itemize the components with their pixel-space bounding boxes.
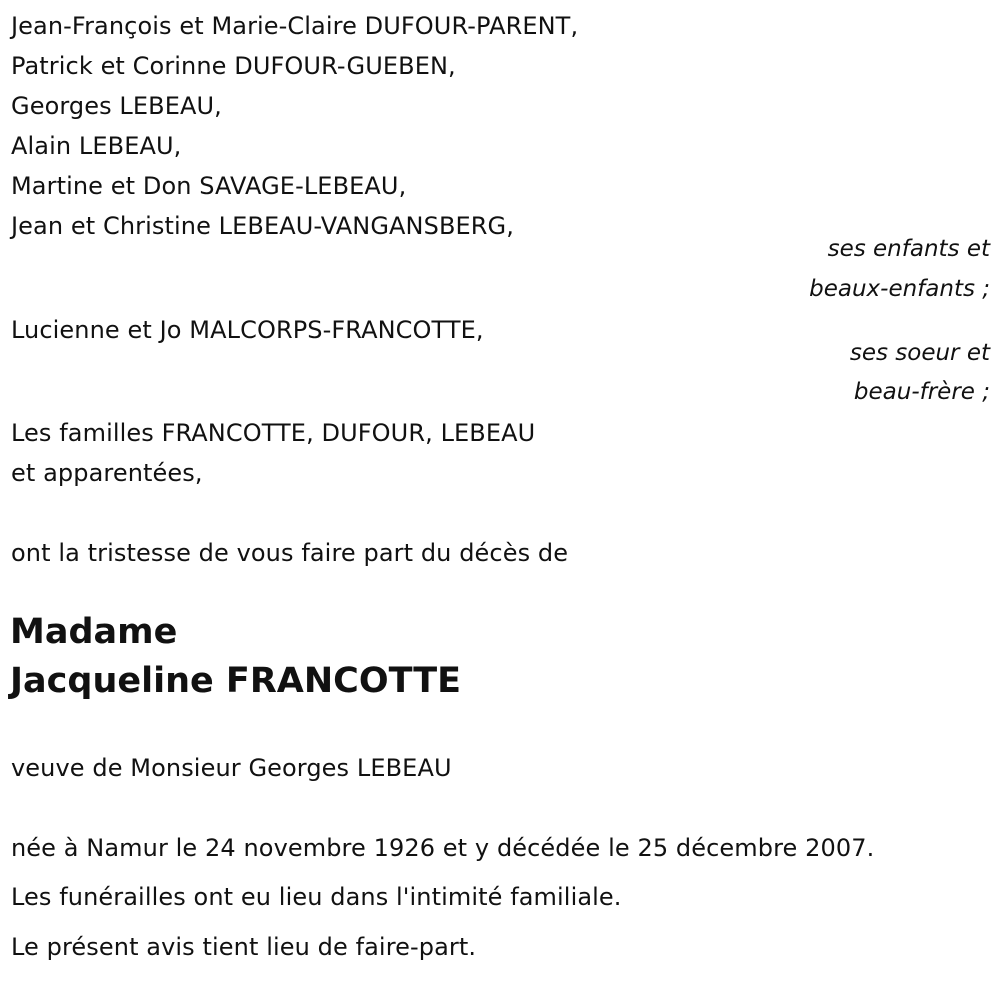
detail-birth-death: née à Namur le 24 novembre 1926 et y décédée le 25 décembre 2007.	[11, 834, 875, 862]
child-line-4: Alain LEBEAU,	[11, 132, 182, 160]
deceased-title: Madame	[10, 612, 178, 652]
widow-of: veuve de Monsieur Georges LEBEAU	[11, 754, 452, 782]
children-role-line-2: beaux-enfants ;	[809, 276, 990, 302]
sibling-line: Lucienne et Jo MALCORPS-FRANCOTTE,	[11, 316, 484, 344]
families-line-2: et apparentées,	[11, 459, 203, 487]
children-role-line-1: ses enfants et	[827, 236, 990, 262]
sibling-role-line-1: ses soeur et	[849, 340, 990, 366]
announcement: ont la tristesse de vous faire part du décès de	[11, 539, 569, 567]
families-line-1: Les familles FRANCOTTE, DUFOUR, LEBEAU	[11, 419, 536, 447]
child-line-6: Jean et Christine LEBEAU-VANGANSBERG,	[11, 212, 514, 240]
detail-funeral: Les funérailles ont eu lieu dans l'intimité familiale.	[11, 883, 622, 911]
sibling-role-line-2: beau-frère ;	[853, 379, 990, 405]
child-line-1: Jean-François et Marie-Claire DUFOUR-PARENT,	[11, 12, 579, 40]
child-line-2: Patrick et Corinne DUFOUR-GUEBEN,	[11, 52, 456, 80]
child-line-3: Georges LEBEAU,	[11, 92, 222, 120]
child-line-5: Martine et Don SAVAGE-LEBEAU,	[11, 172, 407, 200]
deceased-name: Jacqueline FRANCOTTE	[10, 661, 462, 701]
detail-notice: Le présent avis tient lieu de faire-part.	[11, 933, 477, 961]
